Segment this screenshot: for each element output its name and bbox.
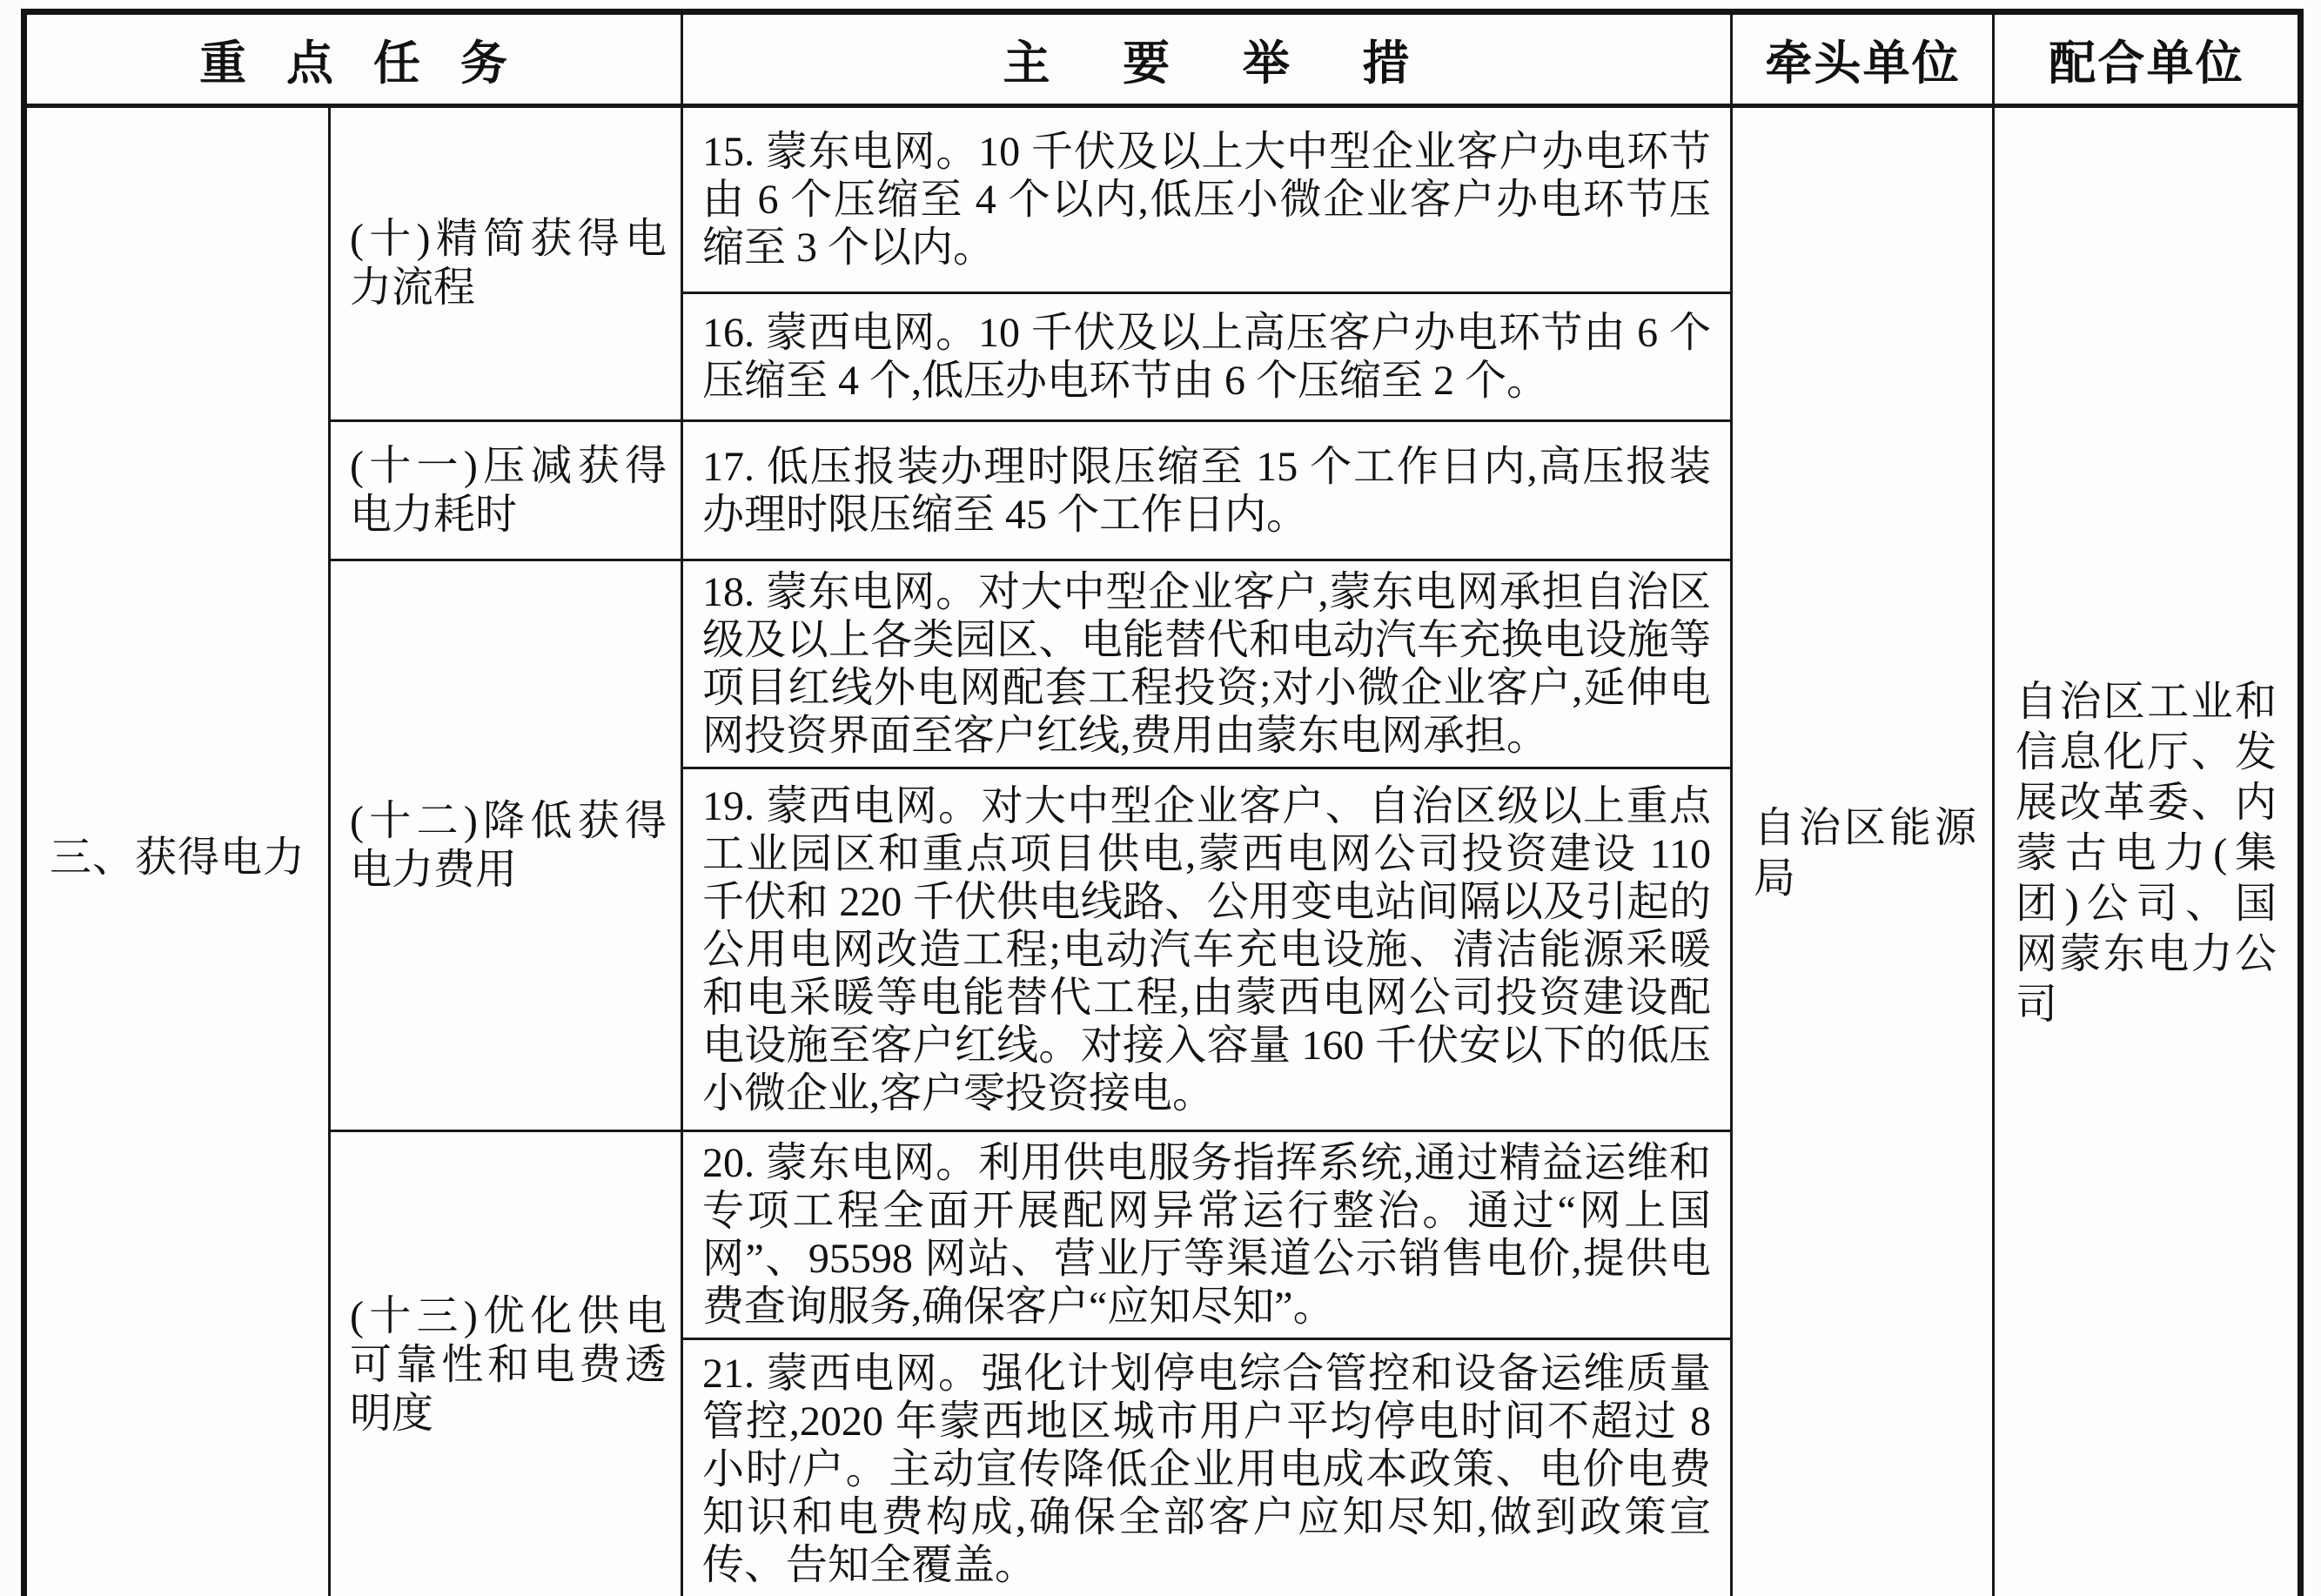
reform-tasks-table: [21, 9, 2304, 1596]
task-group-cell: 三、获得电力: [24, 106, 330, 1596]
header-key-tasks: 重点任务: [24, 12, 682, 106]
table-row-15: [24, 106, 2301, 293]
subtask-cell-11: (十一)压减获得电力耗时: [330, 421, 682, 560]
subtask-cell-12: (十二)降低获得电力费用: [330, 560, 682, 1131]
measure-cell-16: 16. 蒙西电网。10 千伏及以上高压客户办电环节由 6 个压缩至 4 个,低压办电环节由 6 个压缩至 2 个。: [682, 293, 1732, 421]
measure-cell-19: 19. 蒙西电网。对大中型企业客户、自治区级以上重点工业园区和重点项目供电,蒙西电网公司投资建设 110 千伏和 220 千伏供电线路、公用变电站间隔以及引起的公用电网改造工程;电动汽车充电设施、清洁能源采暖和电采暖等电能替代工程,由蒙西电网公司投资建设配电设施至客户红线。对接入容量 160 千伏安以下的低压小微企业,客户零投资接电。: [682, 768, 1732, 1131]
subtask-cell-13: (十三)优化供电可靠性和电费透明度: [330, 1131, 682, 1596]
header-main-measures: 主要举措: [682, 12, 1732, 106]
measure-cell-18: 18. 蒙东电网。对大中型企业客户,蒙东电网承担自治区级及以上各类园区、电能替代和电动汽车充换电设施等项目红线外电网配套工程投资;对小微企业客户,延伸电网投资界面至客户红线,费用由蒙东电网承担。: [682, 560, 1732, 768]
header-row: [24, 12, 2301, 106]
support-unit-cell: 自治区工业和信息化厅、发展改革委、内蒙古电力(集团)公司、国网蒙东电力公司: [1994, 106, 2301, 1596]
header-support-unit: 配合单位: [1994, 12, 2301, 106]
measure-cell-21: 21. 蒙西电网。强化计划停电综合管控和设备运维质量管控,2020 年蒙西地区城市用户平均停电时间不超过 8 小时/户。主动宣传降低企业用电成本政策、电价电费知识和电费构成,确保全部客户应知尽知,做到政策宣传、告知全覆盖。: [682, 1339, 1732, 1596]
lead-unit-cell: 自治区能源局: [1732, 106, 1994, 1596]
header-lead-unit: 牵头单位: [1732, 12, 1994, 106]
measure-cell-17: 17. 低压报装办理时限压缩至 15 个工作日内,高压报装办理时限压缩至 45 个工作日内。: [682, 421, 1732, 560]
measure-cell-15: 15. 蒙东电网。10 千伏及以上大中型企业客户办电环节由 6 个压缩至 4 个以内,低压小微企业客户办电环节压缩至 3 个以内。: [682, 106, 1732, 293]
subtask-cell-10: (十)精简获得电力流程: [330, 106, 682, 421]
measure-cell-20: 20. 蒙东电网。利用供电服务指挥系统,通过精益运维和专项工程全面开展配网异常运行整治。通过“网上国网”、95598 网站、营业厅等渠道公示销售电价,提供电费查询服务,确保客户“应知尽知”。: [682, 1131, 1732, 1339]
